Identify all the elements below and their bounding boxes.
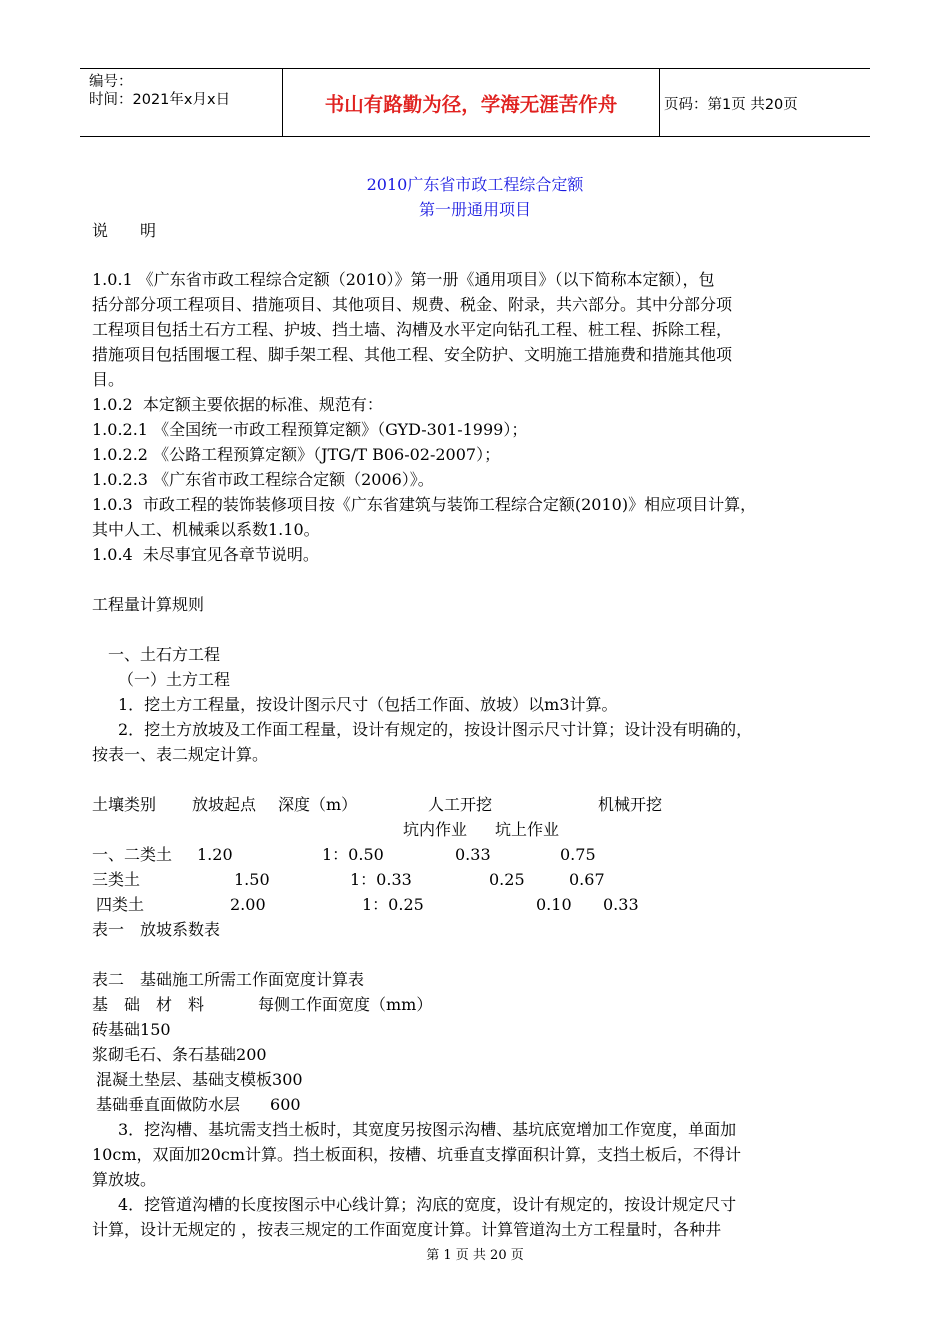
page-header <box>80 68 870 137</box>
table1-row1-depth: 1.20 <box>197 845 233 864</box>
table2-row4-material: 基础垂直面做防水层 <box>96 1095 241 1114</box>
table1-header-pit-up: 坑上作业 <box>495 820 560 839</box>
item-1: 1．挖土方工程量，按设计图示尺寸（包括工作面、放坡）以m3计算。 <box>118 695 618 714</box>
table1-row2-soil: 三类土 <box>92 870 141 889</box>
header-page-info: 页码：第1页 共20页 <box>664 97 798 113</box>
table1-row3-depth: 2.00 <box>230 895 266 914</box>
paragraph-1-0-2-2: 1.0.2.2 《公路工程预算定额》（JTG/T B06-02-2007）； <box>92 445 501 464</box>
section-heading-shuoming: 说 明 <box>92 221 157 240</box>
paragraph-1-0-1-line3: 工程项目包括土石方工程、护坡、挡土墙、沟槽及水平定向钻孔工程、桩工程、拆除工程， <box>92 320 733 339</box>
paragraph-1-0-3-line2: 其中人工、机械乘以系数1.10。 <box>92 520 320 539</box>
table2-row2-width: 200 <box>236 1045 267 1064</box>
item-3-line2: 10cm，双面加20cm计算。挡土板面积，按槽、坑垂直支撑面积计算，支挡土板后，不得计 <box>92 1145 741 1164</box>
table2-row2-material: 浆砌毛石、条石基础 <box>92 1045 237 1064</box>
table1-header-soil: 土壤类别 <box>92 795 157 814</box>
table2-header-material: 基 础 材 料 <box>92 995 205 1014</box>
table2-row1-material: 砖基础 <box>92 1020 141 1039</box>
paragraph-1-0-1-line2: 括分部分项工程项目、措施项目、其他项目、规费、税金、附录，共六部分。其中分部分项 <box>92 295 733 314</box>
rules-heading: 工程量计算规则 <box>92 595 205 614</box>
table1-caption: 表一 放坡系数表 <box>92 920 221 939</box>
section-earthwork: 一、土石方工程 <box>108 645 221 664</box>
item-3-line3: 算放坡。 <box>92 1170 157 1189</box>
document-title: 2010广东省市政工程综合定额 <box>366 175 584 194</box>
table1-row3-soil: 四类土 <box>96 895 145 914</box>
table2-row4 <box>96 1095 301 1115</box>
table1-row2-pit-up: 0.67 <box>569 870 605 889</box>
document-number: 编号： <box>89 74 133 90</box>
table1-row3-pit-in: 0.10 <box>536 895 572 914</box>
paragraph-1-0-4: 1.0.4 未尽事宜见各章节说明。 <box>92 545 319 564</box>
page-footer: 第 1 页 共 20 页 <box>426 1248 524 1263</box>
table2-row4-width: 600 <box>270 1095 301 1114</box>
table1-row1-soil: 一、二类土 <box>92 845 173 864</box>
table2-header-width: 每侧工作面宽度（mm） <box>258 995 433 1014</box>
table1-row2-manual: 1：0.33 <box>350 870 412 889</box>
table2-row1 <box>92 1020 171 1040</box>
table2-caption: 表二 基础施工所需工作面宽度计算表 <box>92 970 365 989</box>
table2-row3 <box>96 1070 303 1090</box>
table1-row1-pit-in: 0.33 <box>455 845 491 864</box>
table1-row2-depth: 1.50 <box>234 870 270 889</box>
paragraph-1-0-1-line1: 1.0.1 《广东省市政工程综合定额（2010）》第一册《通用项目》（以下简称本定额），包 <box>92 270 715 289</box>
table2-row1-width: 150 <box>140 1020 171 1039</box>
table1-row3-pit-up: 0.33 <box>603 895 639 914</box>
table1-row2-pit-in: 0.25 <box>489 870 525 889</box>
table1-row1-manual: 1：0.50 <box>322 845 384 864</box>
paragraph-1-0-2-3: 1.0.2.3 《广东省市政工程综合定额（2006）》。 <box>92 470 434 489</box>
table2-row2 <box>92 1045 267 1065</box>
paragraph-1-0-2-1: 1.0.2.1 《全国统一市政工程预算定额》（GYD-301-1999）； <box>92 420 528 439</box>
table1-header-pit-in: 坑内作业 <box>403 820 468 839</box>
header-motto: 书山有路勤为径，学海无涯苦作舟 <box>324 92 618 116</box>
paragraph-1-0-3-line1: 1.0.3 市政工程的装饰装修项目按《广东省建筑与装饰工程综合定额(2010)》相应项目计算， <box>92 495 757 514</box>
table1-header-machine: 机械开挖 <box>598 795 663 814</box>
subsection-earth: （一）土方工程 <box>118 670 231 689</box>
item-2-line2: 按表一、表二规定计算。 <box>92 745 269 764</box>
document-subtitle: 第一册通用项目 <box>418 200 531 219</box>
table1-header-depth: 深度（m） <box>278 795 358 814</box>
item-4-line1: 4．挖管道沟槽的长度按图示中心线计算；沟底的宽度，设计有规定的，按设计规定尺寸 <box>118 1195 737 1214</box>
header-motto-cell <box>282 69 660 136</box>
item-4-line2: 计算，设计无规定的 ，按表三规定的工作面宽度计算。计算管道沟土方工程量时，各种井 <box>92 1220 722 1239</box>
item-2-line1: 2．挖土方放坡及工作面工程量，设计有规定的，按设计图示尺寸计算；设计没有明确的， <box>118 720 753 739</box>
document-date: 时间：2021年x月x日 <box>89 92 231 108</box>
header-left <box>89 73 230 109</box>
table1-header-start: 放坡起点 <box>192 795 257 814</box>
table1-header-manual: 人工开挖 <box>428 795 493 814</box>
table1-row3-manual: 1：0.25 <box>362 895 424 914</box>
table2-row3-material: 混凝土垫层、基础支模板 <box>96 1070 273 1089</box>
table2-row3-width: 300 <box>272 1070 303 1089</box>
paragraph-1-0-1-line4: 措施项目包括围堰工程、脚手架工程、其他工程、安全防护、文明施工措施费和措施其他项 <box>92 345 733 364</box>
paragraph-1-0-1-line5: 目。 <box>92 370 125 389</box>
item-3-line1: 3．挖沟槽、基坑需支挡土板时，其宽度另按图示沟槽、基坑底宽增加工作宽度，单面加 <box>118 1120 737 1139</box>
paragraph-1-0-2: 1.0.2 本定额主要依据的标准、规范有： <box>92 395 383 414</box>
table1-row1-pit-up: 0.75 <box>560 845 596 864</box>
